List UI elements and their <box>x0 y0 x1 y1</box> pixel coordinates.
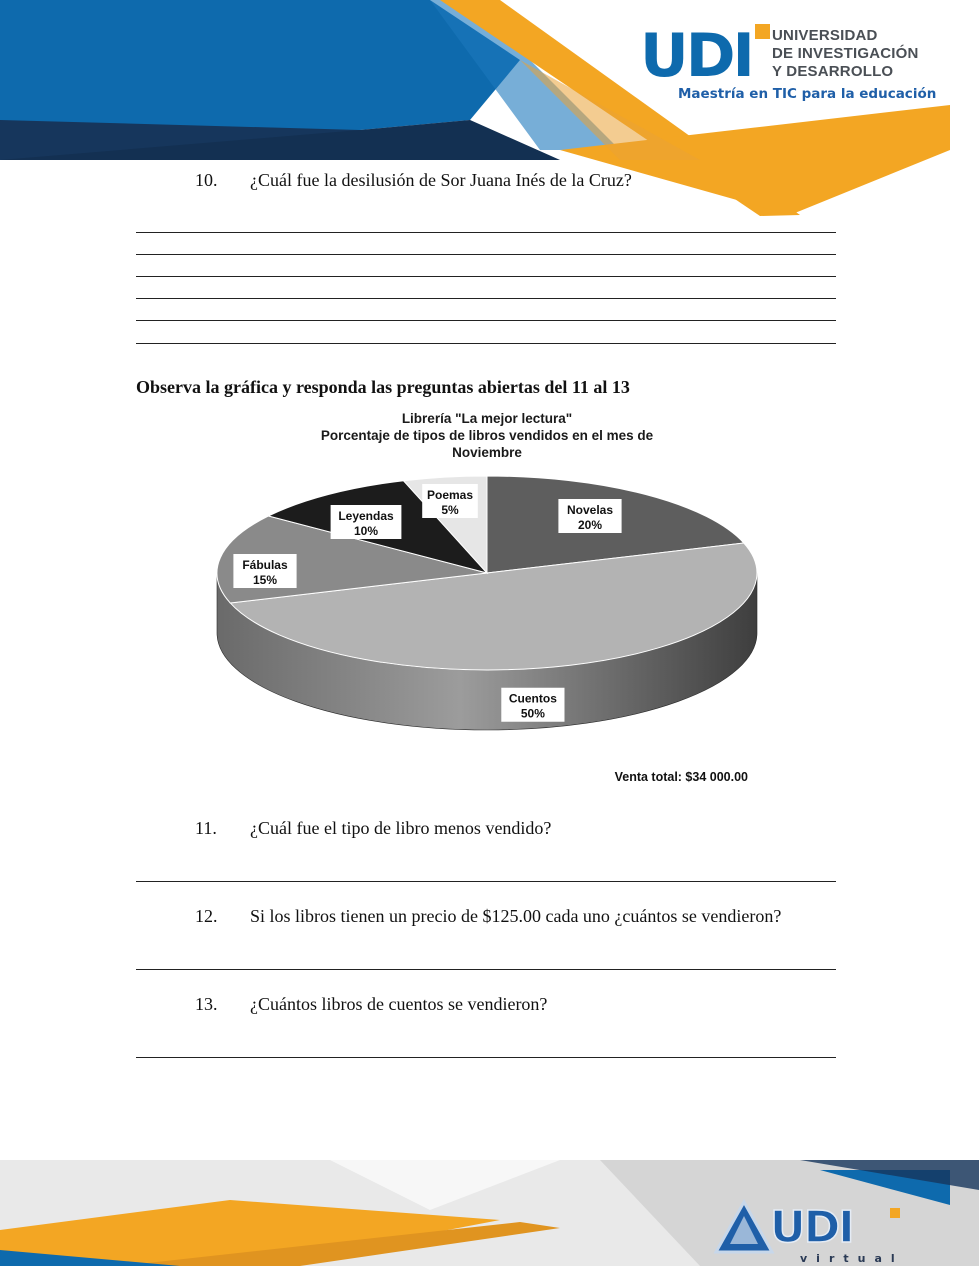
question-11-text: ¿Cuál fue el tipo de libro menos vendido? <box>250 818 552 838</box>
data-label-value: 15% <box>252 573 278 587</box>
question-12-number: 12. <box>195 906 218 926</box>
data-label-value: 50% <box>520 706 545 721</box>
answer-line[interactable] <box>136 232 836 233</box>
university-name-line-2: DE INVESTIGACIÓN <box>772 45 919 62</box>
chart-title-line-3: Noviembre <box>452 445 522 460</box>
pie-chart <box>200 405 770 790</box>
chart-instruction: Observa la gráfica y responda las preguntas abiertas del 11 al 13 <box>136 377 630 397</box>
data-label-value: 10% <box>353 524 379 538</box>
data-label-leyendas <box>331 505 402 539</box>
data-label-category: Leyendas <box>338 509 394 523</box>
answer-line[interactable] <box>136 320 836 321</box>
university-name-line-1: UNIVERSIDAD <box>772 27 878 44</box>
chart-title-line-2: Porcentaje de tipos de libros vendidos en el mes de <box>320 428 654 443</box>
answer-line[interactable] <box>136 881 836 882</box>
data-label-poemas <box>422 484 478 518</box>
data-label-cuentos <box>501 688 564 722</box>
footer-logo-text: UDI <box>770 1202 853 1253</box>
data-label-category: Cuentos <box>508 691 557 706</box>
program-subtitle: Maestría en TIC para la educación <box>678 86 937 102</box>
data-label-category: Fábulas <box>242 558 288 572</box>
chart-annotation-total: Venta total: $34 000.00 <box>614 770 748 784</box>
udi-logo <box>640 24 780 84</box>
question-11-number: 11. <box>195 818 217 838</box>
data-label-category: Poemas <box>426 488 474 502</box>
logo-text: UDI <box>640 24 752 84</box>
answer-line[interactable] <box>136 969 836 970</box>
footer-banner <box>0 1150 979 1266</box>
answer-line[interactable] <box>136 1057 836 1058</box>
answer-line[interactable] <box>136 343 836 344</box>
data-label-novelas <box>558 499 621 533</box>
data-label-value: 5% <box>441 503 459 517</box>
data-label-value: 20% <box>577 518 603 532</box>
university-name-line-3: Y DESARROLLO <box>772 63 894 80</box>
chart-title-line-1: Librería "La mejor lectura" <box>401 411 573 426</box>
data-label-category: Novelas <box>566 503 614 517</box>
answer-line[interactable] <box>136 276 836 277</box>
question-10-text: ¿Cuál fue la desilusión de Sor Juana Inés de la Cruz? <box>250 170 632 190</box>
question-10-number: 10. <box>195 170 218 190</box>
question-13-text: ¿Cuántos libros de cuentos se vendieron? <box>250 994 548 1014</box>
question-12-text: Si los libros tienen un precio de $125.00 cada uno ¿cuántos se vendieron? <box>250 906 782 926</box>
data-label-fabulas <box>233 554 296 588</box>
footer-logo-sub: virtual <box>800 1252 904 1265</box>
question-13-number: 13. <box>195 994 218 1014</box>
answer-line[interactable] <box>136 254 836 255</box>
answer-line[interactable] <box>136 298 836 299</box>
